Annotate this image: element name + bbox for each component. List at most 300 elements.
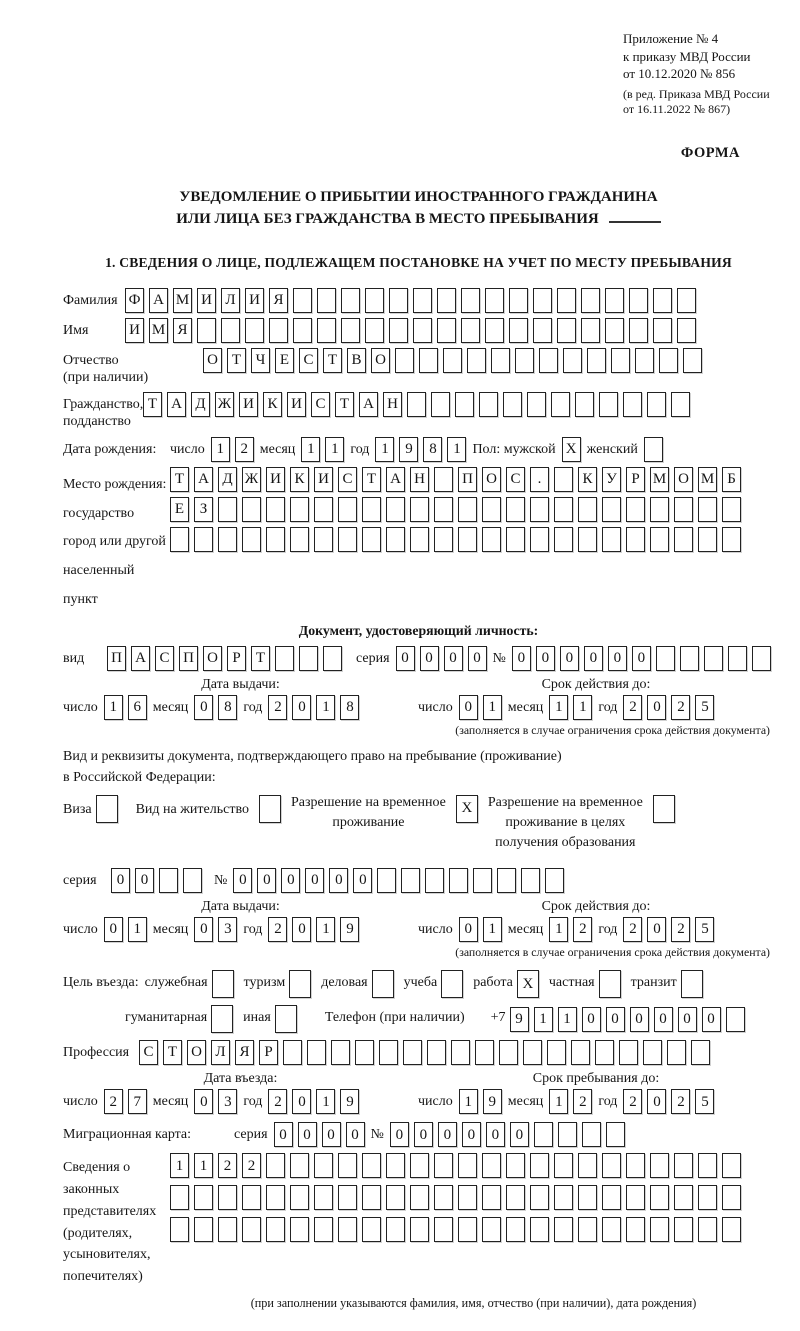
char-box[interactable] (365, 318, 384, 343)
char-box[interactable] (691, 1040, 710, 1065)
char-box[interactable] (323, 646, 342, 671)
char-box[interactable] (269, 318, 288, 343)
char-box[interactable]: 0 (582, 1007, 601, 1032)
char-box[interactable]: 0 (678, 1007, 697, 1032)
char-box[interactable] (506, 1153, 525, 1178)
char-box[interactable] (299, 646, 318, 671)
char-box[interactable] (527, 392, 546, 417)
char-box[interactable]: 0 (233, 868, 252, 893)
char-box[interactable]: X (456, 795, 478, 823)
char-box[interactable]: 1 (483, 917, 502, 942)
char-box[interactable] (293, 288, 312, 313)
char-box[interactable] (434, 1153, 453, 1178)
char-box[interactable] (96, 795, 118, 823)
char-box[interactable]: Т (170, 467, 189, 492)
char-box[interactable] (170, 527, 189, 552)
char-box[interactable]: 0 (560, 646, 579, 671)
char-box[interactable]: 0 (702, 1007, 721, 1032)
char-box[interactable] (482, 1153, 501, 1178)
char-box[interactable] (290, 497, 309, 522)
char-box[interactable]: Я (269, 288, 288, 313)
char-box[interactable] (605, 288, 624, 313)
char-box[interactable] (389, 318, 408, 343)
char-box[interactable] (643, 1040, 662, 1065)
char-box[interactable]: Т (163, 1040, 182, 1065)
char-box[interactable] (290, 1185, 309, 1210)
char-box[interactable] (674, 497, 693, 522)
char-box[interactable] (386, 497, 405, 522)
char-box[interactable] (355, 1040, 374, 1065)
char-box[interactable]: 3 (218, 917, 237, 942)
char-box[interactable] (362, 527, 381, 552)
char-box[interactable] (623, 392, 642, 417)
char-box[interactable] (211, 1005, 233, 1033)
char-box[interactable] (602, 1217, 621, 1242)
char-box[interactable] (752, 646, 771, 671)
char-box[interactable]: 2 (242, 1153, 261, 1178)
char-box[interactable]: Н (410, 467, 429, 492)
char-box[interactable] (362, 1185, 381, 1210)
char-box[interactable]: 0 (536, 646, 555, 671)
char-box[interactable] (437, 318, 456, 343)
char-box[interactable]: Д (218, 467, 237, 492)
char-box[interactable] (647, 392, 666, 417)
char-box[interactable]: 0 (468, 646, 487, 671)
char-box[interactable] (602, 1185, 621, 1210)
char-box[interactable]: Е (275, 348, 294, 373)
char-box[interactable] (698, 527, 717, 552)
char-box[interactable]: 1 (549, 695, 568, 720)
char-box[interactable]: 9 (399, 437, 418, 462)
char-box[interactable] (629, 318, 648, 343)
char-box[interactable] (530, 1217, 549, 1242)
char-box[interactable] (722, 527, 741, 552)
char-box[interactable] (314, 497, 333, 522)
char-box[interactable]: Р (626, 467, 645, 492)
char-box[interactable]: М (149, 318, 168, 343)
char-box[interactable] (539, 348, 558, 373)
char-box[interactable] (680, 646, 699, 671)
char-box[interactable]: 9 (340, 917, 359, 942)
char-box[interactable]: 0 (274, 1122, 293, 1147)
char-box[interactable]: Т (227, 348, 246, 373)
char-box[interactable] (259, 795, 281, 823)
char-box[interactable] (395, 348, 414, 373)
char-box[interactable] (557, 288, 576, 313)
char-box[interactable]: Т (251, 646, 270, 671)
char-box[interactable] (571, 1040, 590, 1065)
char-box[interactable] (626, 1153, 645, 1178)
char-box[interactable]: Р (259, 1040, 278, 1065)
char-box[interactable]: 9 (483, 1089, 502, 1114)
char-box[interactable]: А (194, 467, 213, 492)
char-box[interactable]: 0 (396, 646, 415, 671)
char-box[interactable]: А (149, 288, 168, 313)
char-box[interactable] (506, 527, 525, 552)
char-box[interactable] (293, 318, 312, 343)
char-box[interactable] (677, 288, 696, 313)
char-box[interactable] (606, 1122, 625, 1147)
char-box[interactable] (362, 497, 381, 522)
char-box[interactable] (307, 1040, 326, 1065)
char-box[interactable]: Т (335, 392, 354, 417)
char-box[interactable]: 2 (671, 917, 690, 942)
char-box[interactable] (451, 1040, 470, 1065)
char-box[interactable]: 1 (104, 695, 123, 720)
char-box[interactable] (314, 527, 333, 552)
char-box[interactable] (547, 1040, 566, 1065)
char-box[interactable] (455, 392, 474, 417)
char-box[interactable]: 1 (549, 917, 568, 942)
char-box[interactable]: Т (362, 467, 381, 492)
char-box[interactable] (533, 318, 552, 343)
char-box[interactable] (290, 527, 309, 552)
char-box[interactable]: О (203, 646, 222, 671)
char-box[interactable]: 0 (584, 646, 603, 671)
char-box[interactable] (410, 1185, 429, 1210)
char-box[interactable]: О (187, 1040, 206, 1065)
char-box[interactable]: 0 (292, 695, 311, 720)
char-box[interactable] (386, 527, 405, 552)
char-box[interactable] (434, 1217, 453, 1242)
char-box[interactable] (443, 348, 462, 373)
char-box[interactable] (479, 392, 498, 417)
char-box[interactable] (681, 970, 703, 998)
char-box[interactable] (605, 318, 624, 343)
char-box[interactable] (704, 646, 723, 671)
char-box[interactable] (449, 868, 468, 893)
char-box[interactable] (275, 646, 294, 671)
char-box[interactable]: 1 (573, 695, 592, 720)
char-box[interactable] (698, 1217, 717, 1242)
char-box[interactable]: 0 (630, 1007, 649, 1032)
char-box[interactable] (410, 1153, 429, 1178)
char-box[interactable]: А (131, 646, 150, 671)
char-box[interactable] (667, 1040, 686, 1065)
char-box[interactable] (242, 497, 261, 522)
char-box[interactable] (554, 497, 573, 522)
char-box[interactable] (554, 527, 573, 552)
char-box[interactable]: 0 (390, 1122, 409, 1147)
char-box[interactable]: 0 (329, 868, 348, 893)
char-box[interactable]: 1 (549, 1089, 568, 1114)
char-box[interactable] (365, 288, 384, 313)
char-box[interactable] (650, 1217, 669, 1242)
char-box[interactable] (221, 318, 240, 343)
char-box[interactable]: 0 (459, 695, 478, 720)
char-box[interactable] (461, 288, 480, 313)
char-box[interactable] (362, 1217, 381, 1242)
char-box[interactable] (599, 392, 618, 417)
char-box[interactable]: М (173, 288, 192, 313)
char-box[interactable]: М (650, 467, 669, 492)
char-box[interactable] (407, 392, 426, 417)
char-box[interactable] (386, 1217, 405, 1242)
char-box[interactable]: 8 (218, 695, 237, 720)
char-box[interactable] (554, 1185, 573, 1210)
char-box[interactable]: 0 (281, 868, 300, 893)
char-box[interactable] (485, 318, 504, 343)
char-box[interactable] (482, 527, 501, 552)
char-box[interactable] (726, 1007, 745, 1032)
char-box[interactable]: С (506, 467, 525, 492)
char-box[interactable]: Е (170, 497, 189, 522)
char-box[interactable]: 0 (606, 1007, 625, 1032)
char-box[interactable] (427, 1040, 446, 1065)
char-box[interactable]: О (203, 348, 222, 373)
char-box[interactable]: М (698, 467, 717, 492)
char-box[interactable] (242, 1217, 261, 1242)
char-box[interactable]: 0 (632, 646, 651, 671)
char-box[interactable]: 9 (510, 1007, 529, 1032)
char-box[interactable] (159, 868, 178, 893)
char-box[interactable]: 1 (558, 1007, 577, 1032)
char-box[interactable]: 0 (420, 646, 439, 671)
char-box[interactable] (521, 868, 540, 893)
char-box[interactable] (183, 868, 202, 893)
char-box[interactable] (626, 527, 645, 552)
char-box[interactable]: 0 (654, 1007, 673, 1032)
char-box[interactable]: О (371, 348, 390, 373)
char-box[interactable] (266, 527, 285, 552)
char-box[interactable]: С (155, 646, 174, 671)
char-box[interactable] (410, 527, 429, 552)
char-box[interactable] (629, 288, 648, 313)
char-box[interactable]: 0 (111, 868, 130, 893)
char-box[interactable]: Ч (251, 348, 270, 373)
char-box[interactable]: П (458, 467, 477, 492)
char-box[interactable] (728, 646, 747, 671)
char-box[interactable] (674, 1217, 693, 1242)
char-box[interactable]: 0 (438, 1122, 457, 1147)
char-box[interactable] (557, 318, 576, 343)
char-box[interactable]: X (562, 437, 581, 462)
char-box[interactable] (509, 288, 528, 313)
char-box[interactable]: 2 (573, 917, 592, 942)
char-box[interactable] (558, 1122, 577, 1147)
char-box[interactable] (218, 497, 237, 522)
char-box[interactable] (534, 1122, 553, 1147)
char-box[interactable] (530, 527, 549, 552)
char-box[interactable] (554, 1217, 573, 1242)
char-box[interactable] (575, 392, 594, 417)
char-box[interactable] (499, 1040, 518, 1065)
char-box[interactable]: 0 (346, 1122, 365, 1147)
char-box[interactable]: 0 (486, 1122, 505, 1147)
char-box[interactable]: 2 (104, 1089, 123, 1114)
char-box[interactable] (581, 288, 600, 313)
char-box[interactable] (290, 1217, 309, 1242)
char-box[interactable]: 5 (695, 695, 714, 720)
char-box[interactable] (530, 1185, 549, 1210)
char-box[interactable]: 0 (608, 646, 627, 671)
char-box[interactable] (410, 1217, 429, 1242)
char-box[interactable] (506, 497, 525, 522)
char-box[interactable] (650, 527, 669, 552)
char-box[interactable] (425, 868, 444, 893)
char-box[interactable]: 1 (316, 695, 335, 720)
char-box[interactable] (626, 497, 645, 522)
char-box[interactable] (578, 1217, 597, 1242)
char-box[interactable] (650, 1185, 669, 1210)
char-box[interactable]: 2 (235, 437, 254, 462)
char-box[interactable]: С (139, 1040, 158, 1065)
char-box[interactable]: 1 (325, 437, 344, 462)
char-box[interactable] (372, 970, 394, 998)
char-box[interactable] (283, 1040, 302, 1065)
char-box[interactable] (595, 1040, 614, 1065)
char-box[interactable] (602, 1153, 621, 1178)
char-box[interactable] (671, 392, 690, 417)
char-box[interactable]: 9 (340, 1089, 359, 1114)
char-box[interactable]: Б (722, 467, 741, 492)
char-box[interactable] (434, 527, 453, 552)
char-box[interactable]: И (266, 467, 285, 492)
char-box[interactable] (602, 497, 621, 522)
char-box[interactable] (266, 1153, 285, 1178)
char-box[interactable] (170, 1185, 189, 1210)
char-box[interactable]: И (245, 288, 264, 313)
char-box[interactable] (506, 1217, 525, 1242)
char-box[interactable] (314, 1217, 333, 1242)
char-box[interactable] (266, 497, 285, 522)
char-box[interactable] (626, 1185, 645, 1210)
char-box[interactable] (482, 497, 501, 522)
char-box[interactable] (419, 348, 438, 373)
char-box[interactable] (266, 1217, 285, 1242)
char-box[interactable]: 1 (459, 1089, 478, 1114)
char-box[interactable]: У (602, 467, 621, 492)
char-box[interactable] (722, 1217, 741, 1242)
char-box[interactable] (194, 1185, 213, 1210)
char-box[interactable]: П (107, 646, 126, 671)
char-box[interactable] (485, 288, 504, 313)
char-box[interactable]: 2 (623, 917, 642, 942)
char-box[interactable]: 0 (512, 646, 531, 671)
char-box[interactable] (587, 348, 606, 373)
char-box[interactable]: Л (221, 288, 240, 313)
char-box[interactable] (698, 497, 717, 522)
char-box[interactable] (644, 437, 663, 462)
char-box[interactable] (698, 1185, 717, 1210)
char-box[interactable]: Д (191, 392, 210, 417)
char-box[interactable] (506, 1185, 525, 1210)
char-box[interactable] (434, 467, 453, 492)
char-box[interactable] (482, 1217, 501, 1242)
char-box[interactable] (722, 1185, 741, 1210)
char-box[interactable] (441, 970, 463, 998)
char-box[interactable]: 2 (671, 1089, 690, 1114)
char-box[interactable] (338, 1185, 357, 1210)
char-box[interactable] (722, 497, 741, 522)
char-box[interactable] (242, 527, 261, 552)
char-box[interactable] (212, 970, 234, 998)
char-box[interactable]: И (314, 467, 333, 492)
char-box[interactable]: Л (211, 1040, 230, 1065)
char-box[interactable] (626, 1217, 645, 1242)
char-box[interactable] (578, 527, 597, 552)
char-box[interactable] (338, 1217, 357, 1242)
char-box[interactable] (170, 1217, 189, 1242)
char-box[interactable] (467, 348, 486, 373)
char-box[interactable] (619, 1040, 638, 1065)
char-box[interactable]: 2 (623, 1089, 642, 1114)
char-box[interactable] (656, 646, 675, 671)
char-box[interactable]: 0 (647, 917, 666, 942)
char-box[interactable]: 0 (322, 1122, 341, 1147)
char-box[interactable] (242, 1185, 261, 1210)
char-box[interactable]: Р (227, 646, 246, 671)
char-box[interactable] (473, 868, 492, 893)
char-box[interactable] (434, 1185, 453, 1210)
char-box[interactable] (581, 318, 600, 343)
char-box[interactable]: 0 (647, 1089, 666, 1114)
char-box[interactable]: 2 (268, 695, 287, 720)
char-box[interactable]: 1 (316, 917, 335, 942)
char-box[interactable] (533, 288, 552, 313)
char-box[interactable]: 1 (375, 437, 394, 462)
char-box[interactable] (509, 318, 528, 343)
char-box[interactable] (197, 318, 216, 343)
char-box[interactable] (611, 348, 630, 373)
char-box[interactable]: О (482, 467, 501, 492)
char-box[interactable] (377, 868, 396, 893)
char-box[interactable] (458, 527, 477, 552)
char-box[interactable] (386, 1153, 405, 1178)
char-box[interactable]: 5 (695, 917, 714, 942)
char-box[interactable] (194, 1217, 213, 1242)
char-box[interactable]: И (239, 392, 258, 417)
char-box[interactable] (578, 1185, 597, 1210)
char-box[interactable]: И (125, 318, 144, 343)
char-box[interactable] (218, 1217, 237, 1242)
char-box[interactable] (458, 1217, 477, 1242)
char-box[interactable]: 0 (194, 695, 213, 720)
char-box[interactable]: 0 (292, 1089, 311, 1114)
char-box[interactable]: В (347, 348, 366, 373)
char-box[interactable]: 1 (316, 1089, 335, 1114)
char-box[interactable] (266, 1185, 285, 1210)
char-box[interactable] (674, 1153, 693, 1178)
char-box[interactable]: 8 (423, 437, 442, 462)
char-box[interactable]: 1 (447, 437, 466, 462)
char-box[interactable] (515, 348, 534, 373)
char-box[interactable] (683, 348, 702, 373)
char-box[interactable] (461, 318, 480, 343)
char-box[interactable]: К (578, 467, 597, 492)
char-box[interactable] (653, 318, 672, 343)
char-box[interactable]: Ж (242, 467, 261, 492)
char-box[interactable]: А (386, 467, 405, 492)
char-box[interactable]: С (338, 467, 357, 492)
char-box[interactable] (530, 497, 549, 522)
char-box[interactable]: 2 (671, 695, 690, 720)
char-box[interactable]: П (179, 646, 198, 671)
char-box[interactable] (530, 1153, 549, 1178)
char-box[interactable] (635, 348, 654, 373)
char-box[interactable] (290, 1153, 309, 1178)
char-box[interactable]: Ж (215, 392, 234, 417)
char-box[interactable] (194, 527, 213, 552)
char-box[interactable]: 7 (128, 1089, 147, 1114)
char-box[interactable] (338, 1153, 357, 1178)
char-box[interactable]: И (197, 288, 216, 313)
char-box[interactable] (491, 348, 510, 373)
char-box[interactable]: И (287, 392, 306, 417)
char-box[interactable] (341, 318, 360, 343)
char-box[interactable] (218, 527, 237, 552)
char-box[interactable]: 0 (104, 917, 123, 942)
